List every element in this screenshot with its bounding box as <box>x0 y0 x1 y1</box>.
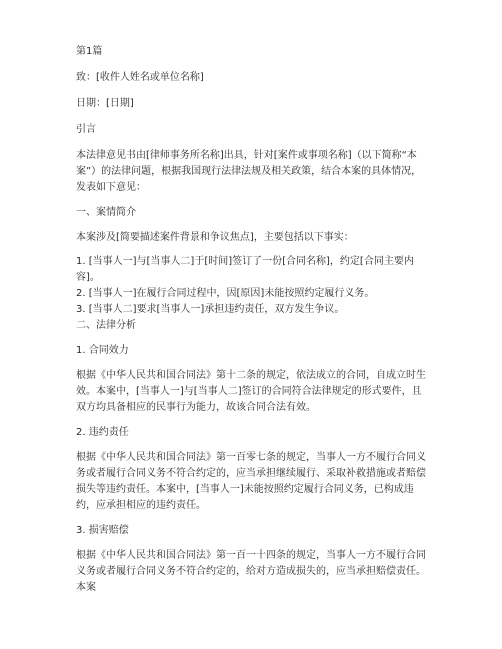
section-heading-case-summary: 一、案情简介 <box>76 207 136 218</box>
subheading-damages: 3. 损害赔偿 <box>76 525 129 536</box>
fact-item: 3. [当事人二]要求[当事人一]承担违约责任，双方发生争议。 <box>76 304 345 315</box>
contract-validity-paragraph: 根据《中华人民共和国合同法》第十二条的规定，依法成立的合同，自成立时生效。本案中，[当事人一]与[当事人二]签订的合同符合法律规定的形式要件，且双方均具备相应的民事行为能力，故该合同合法有效。 <box>76 370 426 413</box>
subheading-contract-validity: 1. 合同效力 <box>76 345 129 356</box>
breach-liability-paragraph: 根据《中华人民共和国合同法》第一百零七条的规定，当事人一方不履行合同义务或者履行合同义务不符合约定的，应当承担继续履行、采取补救措施或者赔偿损失等违约责任。本案中，[当事人一]未能按照约定履行合同义务，已构成违约，应承担相应的违约责任。 <box>76 452 426 511</box>
subheading-breach-liability: 2. 违约责任 <box>76 427 129 438</box>
fact-item: 2. [当事人一]在履行合同过程中，因[原因]未能按照约定履行义务。 <box>76 288 375 299</box>
case-summary-lead: 本案涉及[简要描述案件背景和争议焦点]，主要包括以下事实： <box>76 232 354 243</box>
section-heading-legal-analysis: 二、法律分析 <box>76 320 136 331</box>
intro-heading: 引言 <box>76 124 96 135</box>
damages-paragraph: 根据《中华人民共和国合同法》第一百一十四条的规定，当事人一方不履行合同义务或者履行合同义务不符合约定的，给对方造成损失的，应当承担赔偿责任。本案 <box>76 550 426 593</box>
intro-paragraph: 本法律意见书由[律师事务所名称]出具，针对[案件或事项名称]（以下简称“本案”）的法律问题，根据我国现行法律法规及相关政策，结合本案的具体情况，发表如下意见： <box>76 150 422 193</box>
part-label: 第1篇 <box>76 46 103 57</box>
document-page <box>76 44 430 596</box>
date-line: 日期：[日期] <box>76 98 134 109</box>
fact-item: 1. [当事人一]与[当事人二]于[时间]签订了一份[合同名称]，约定[合同主要内容]。 <box>76 256 414 283</box>
recipient-line: 致：[收件人姓名或单位名称] <box>76 72 204 83</box>
